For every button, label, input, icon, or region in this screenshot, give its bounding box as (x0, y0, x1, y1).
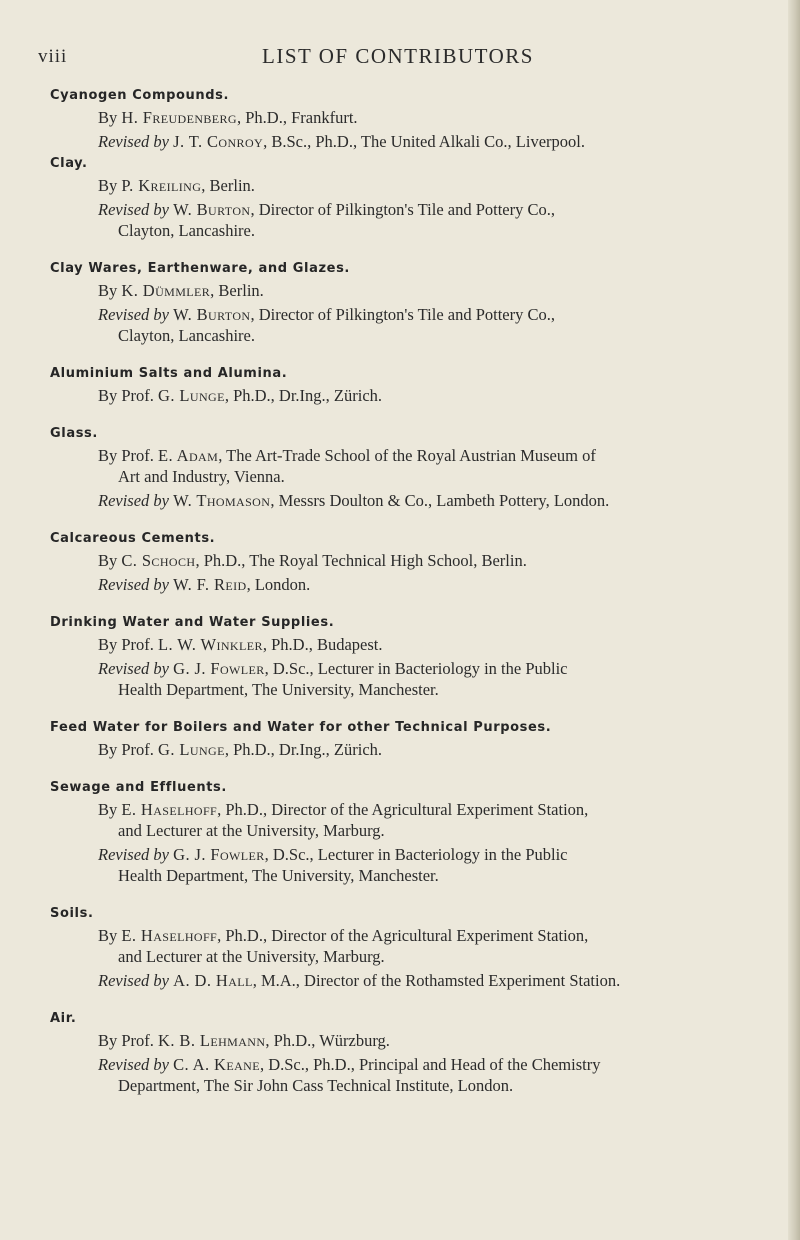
section-heading: Cyanogen Compounds. (50, 88, 230, 103)
contributor-detail: , M.A., Director of the Rothamsted Experiment Station. (252, 971, 621, 990)
contributor-detail: , D.Sc., Lecturer in Bacteriology in the Public (264, 845, 568, 864)
running-title: LIST OF CONTRIBUTORS (262, 44, 534, 68)
entry-prefix: Revised by (98, 132, 170, 151)
contributor-name: G. J. Fowler (173, 659, 265, 678)
section-heading: Clay Wares, Earthenware, and Glazes. (50, 261, 350, 276)
entry-prefix: By (98, 176, 118, 195)
contributor-detail: , Ph.D., Dr.Ing., Zürich. (224, 740, 383, 759)
contributor-entry (50, 634, 750, 655)
contributor-section (50, 780, 750, 886)
contributor-detail-continued: and Lecturer at the University, Marburg. (118, 821, 385, 840)
contributor-detail: , Ph.D., Director of the Agricultural Experiment Station, (217, 800, 589, 819)
contributor-detail-continued: Clayton, Lancashire. (118, 221, 255, 240)
contributor-section (50, 156, 750, 241)
contributor-entry (50, 739, 750, 760)
contributor-name: G. J. Fowler (173, 845, 265, 864)
contributors-list (50, 88, 750, 1116)
contributor-name: C. A. Keane (173, 1055, 260, 1074)
contributor-name: W. Burton (173, 305, 251, 324)
contributor-name: L. W. Winkler (158, 635, 263, 654)
contributor-entry (50, 490, 750, 511)
contributor-detail: , D.Sc., Lecturer in Bacteriology in the Public (264, 659, 568, 678)
entry-prefix: By Prof. (98, 635, 154, 654)
contributor-name: C. Schoch (121, 551, 196, 570)
contributor-name: W. Burton (173, 200, 251, 219)
contributor-name: K. B. Lehmann (158, 1031, 266, 1050)
contributor-name: W. Thomason (173, 491, 271, 510)
contributor-entry (50, 658, 750, 700)
contributor-detail-continued: Health Department, The University, Manchester. (118, 866, 439, 885)
contributor-name: H. Freudenberg (121, 108, 237, 127)
contributor-name: J. T. Conroy (173, 132, 264, 151)
contributor-section (50, 366, 750, 406)
contributor-entry (50, 199, 750, 241)
page-edge (788, 0, 800, 1240)
entry-prefix: Revised by (98, 305, 170, 324)
entry-prefix: By Prof. (98, 740, 154, 759)
contributor-section (50, 426, 750, 511)
entry-prefix: Revised by (98, 491, 170, 510)
contributor-detail: , Berlin. (201, 176, 255, 195)
contributor-name: W. F. Reid (173, 575, 247, 594)
entry-prefix: By (98, 551, 118, 570)
contributor-name: E. Haselhoff (121, 800, 218, 819)
contributor-detail: , Ph.D., Frankfurt. (237, 108, 358, 127)
contributor-entry (50, 445, 750, 487)
entry-prefix: By (98, 108, 118, 127)
section-heading: Clay. (50, 156, 88, 171)
contributor-detail: , Ph.D., Dr.Ing., Zürich. (224, 386, 383, 405)
entry-prefix: Revised by (98, 575, 170, 594)
contributor-section (50, 906, 750, 991)
entry-prefix: By (98, 800, 118, 819)
page-header (38, 42, 758, 76)
contributor-detail-continued: Art and Industry, Vienna. (118, 467, 285, 486)
entry-prefix: Revised by (98, 845, 170, 864)
contributor-detail-continued: and Lecturer at the University, Marburg. (118, 947, 385, 966)
contributor-entry (50, 1054, 750, 1096)
entry-prefix: Revised by (98, 1055, 170, 1074)
contributor-entry (50, 385, 750, 406)
section-heading: Sewage and Effluents. (50, 780, 227, 795)
contributor-detail-continued: Clayton, Lancashire. (118, 326, 255, 345)
contributor-detail: , The Art-Trade School of the Royal Austrian Museum of (218, 446, 596, 465)
contributor-entry (50, 925, 750, 967)
contributor-entry (50, 799, 750, 841)
entry-prefix: By Prof. (98, 386, 154, 405)
entry-prefix: By Prof. (98, 446, 154, 465)
contributor-entry (50, 1030, 750, 1051)
contributor-detail: , Ph.D., Budapest. (262, 635, 383, 654)
contributor-name: E. Adam (158, 446, 219, 465)
section-heading: Air. (50, 1011, 77, 1026)
contributor-name: K. Dümmler (121, 281, 211, 300)
contributor-detail-continued: Department, The Sir John Cass Technical Institute, London. (118, 1076, 514, 1095)
section-heading: Soils. (50, 906, 94, 921)
entry-prefix: Revised by (98, 659, 170, 678)
contributor-detail: , Ph.D., Director of the Agricultural Experiment Station, (217, 926, 589, 945)
entry-prefix: By (98, 926, 118, 945)
contributor-detail: , B.Sc., Ph.D., The United Alkali Co., Liverpool. (263, 132, 585, 151)
section-heading: Drinking Water and Water Supplies. (50, 615, 335, 630)
contributor-name: E. Haselhoff (121, 926, 218, 945)
contributor-section (50, 88, 750, 152)
contributor-detail: , London. (246, 575, 311, 594)
contributor-entry (50, 550, 750, 571)
contributor-name: G. Lunge (158, 740, 225, 759)
contributor-entry (50, 574, 750, 595)
page-number: viii (38, 46, 68, 67)
contributor-entry (50, 280, 750, 301)
contributor-name: P. Kreiling (121, 176, 202, 195)
contributor-detail: , Messrs Doulton & Co., Lambeth Pottery, London. (270, 491, 610, 510)
contributor-entry (50, 844, 750, 886)
section-heading: Feed Water for Boilers and Water for other Technical Purposes. (50, 720, 552, 735)
contributor-section (50, 261, 750, 346)
contributor-detail: , D.Sc., Ph.D., Principal and Head of the Chemistry (259, 1055, 601, 1074)
contributor-entry (50, 131, 750, 152)
contributor-section (50, 615, 750, 700)
entry-prefix: By (98, 281, 118, 300)
contributor-detail: , Ph.D., Würzburg. (265, 1031, 390, 1050)
contributor-entry (50, 107, 750, 128)
entry-prefix: Revised by (98, 200, 170, 219)
contributor-entry (50, 175, 750, 196)
contributor-detail: , Berlin. (210, 281, 264, 300)
contributor-detail: , Director of Pilkington's Tile and Pottery Co., (250, 305, 556, 324)
contributor-entry (50, 304, 750, 346)
entry-prefix: By Prof. (98, 1031, 154, 1050)
section-heading: Glass. (50, 426, 98, 441)
entry-prefix: Revised by (98, 971, 170, 990)
contributor-detail: , Director of Pilkington's Tile and Pottery Co., (250, 200, 556, 219)
section-heading: Calcareous Cements. (50, 531, 216, 546)
section-heading: Aluminium Salts and Alumina. (50, 366, 288, 381)
contributor-name: G. Lunge (158, 386, 225, 405)
contributor-section (50, 720, 750, 760)
contributor-name: A. D. Hall (173, 971, 253, 990)
contributor-section (50, 531, 750, 595)
contributor-detail: , Ph.D., The Royal Technical High School, Berlin. (195, 551, 527, 570)
contributor-section (50, 1011, 750, 1096)
contributor-entry (50, 970, 750, 991)
contributor-detail-continued: Health Department, The University, Manchester. (118, 680, 439, 699)
